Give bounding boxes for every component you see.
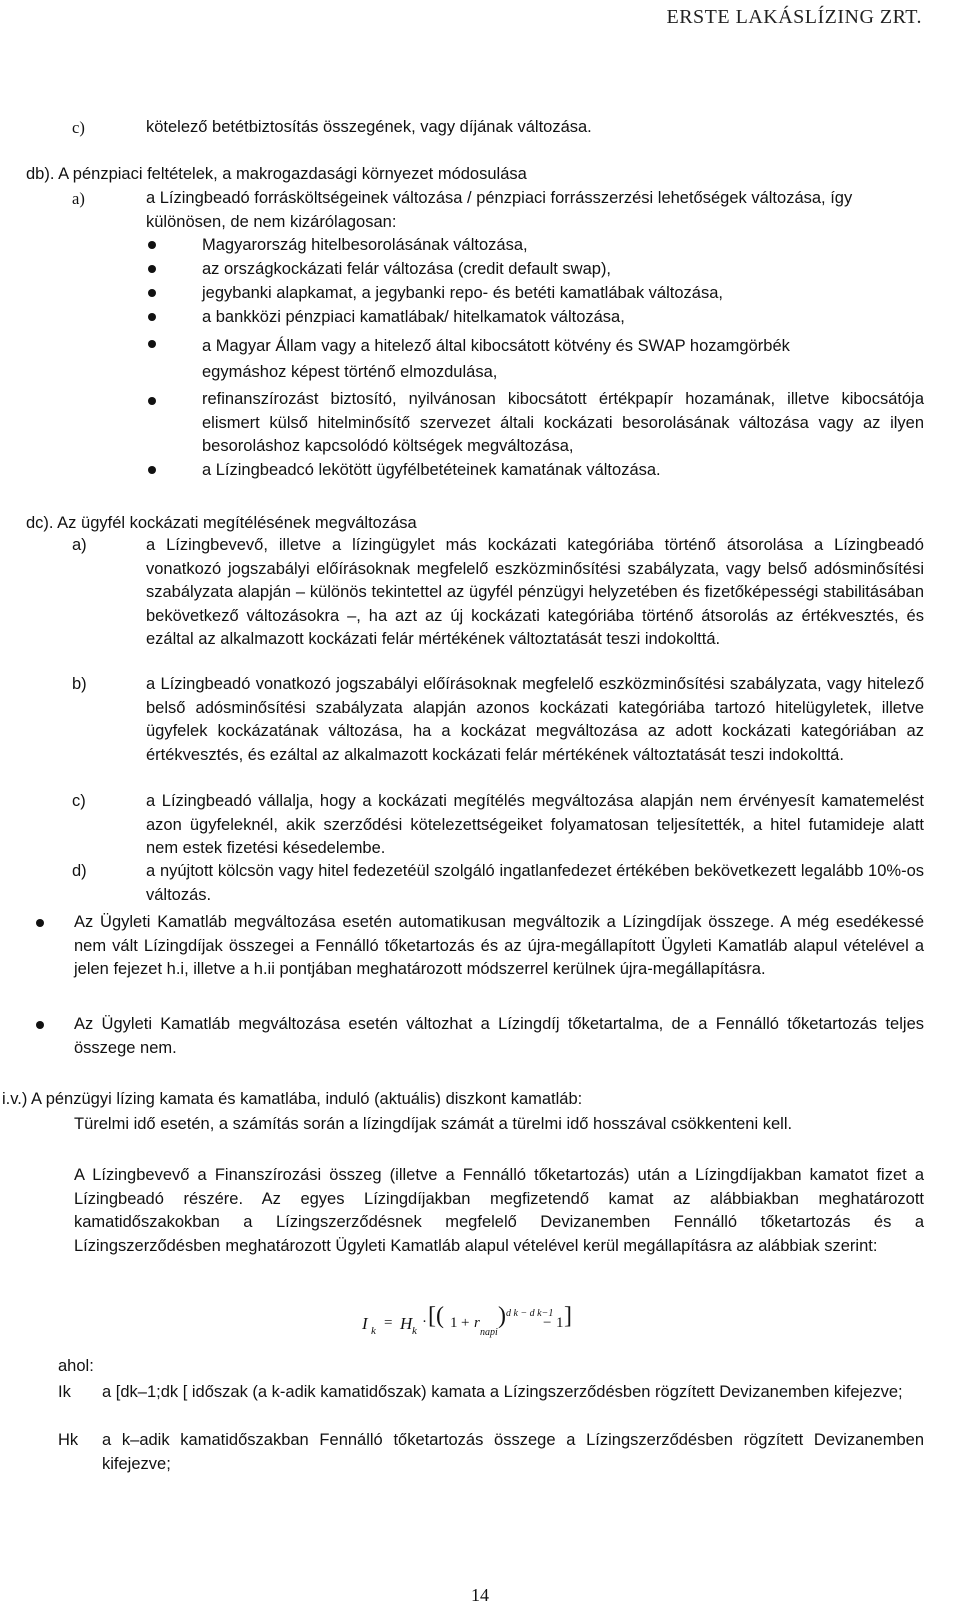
bullet-dot xyxy=(148,466,156,474)
formula-sub-k: k xyxy=(371,1325,376,1337)
iv-para2: A Lízingbevevő a Finanszírozási összeg (illetve a Fennálló tőketartozás) után a Lízingdíjakban kamatot fizet a Lízingbeadó részére. Az egyes Lízingdíjakban megfizetendő kamat az alábbiakban meghatározott kamatidőszakokban a Lízingszerződésnek megfelelő Devizanemben Fennálló tőketartozás és a Lízingszerződésben meghatározott Ügyleti Kamatláb alapul vételével kerül megállapításra az alábbiak szerint: xyxy=(74,1166,924,1255)
interest-formula xyxy=(358,1298,588,1338)
iv-para1: Türelmi idő esetén, a számítás során a lízingdíjak számát a türelmi idő hosszával csökkenteni kell. xyxy=(74,1115,793,1133)
def-text-ik: a [dk–1;dk [ időszak (a k-adik kamatidőszak) kamata a Lízingszerződésben rögzített Devizanemben kifejezve; xyxy=(102,1383,903,1401)
dc-a-text: a Lízingbevevő, illetve a lízingügylet más kockázati kategóriába történő átsorolása a Lízingbeadó vonatkozó jogszabályi előírásoknak megfelelő eszközminősítési szabályzata, vagy belső adósminősítési szabályzata alapján – különös tekintettel az ügyfél pénzügyi helyzetében és fizetőképességi stabilitásában bekövetkező változásokra –, ha azt az új kockázati kategóriába történő átsorolás az értékvesztés, és ezáltal az alkalmazott kockázati felár mértékének változtatását teszi indokolttá. xyxy=(146,536,924,648)
db-a-text: a Lízingbeadó forrásköltségeinek változása / pénzpiaci forrásszerzési lehetőségek változása, így különösen, de nem kizárólagosan: xyxy=(146,189,853,231)
formula-sub-napi: napi xyxy=(480,1327,498,1338)
dc-b-text: a Lízingbeadó vonatkozó jogszabályi előírásoknak megfelelő eszközminősítési szabályzata, vagy hitelező belső adósminősítési szabályzata alapján azonos kockázati kategóriába tartozó hitelügyletek, illetve ügyfelek kockázatának változása, ha a kockázat megváltozása az adott kockázati kategóriában az értékvesztés, és ezáltal az alkalmazott kockázati felár mértékének változtatását teszi indokolttá. xyxy=(146,675,924,764)
dc-heading: dc). Az ügyfél kockázati megítélésének megváltozása xyxy=(26,514,417,532)
def-term-hk: Hk xyxy=(58,1431,79,1449)
ahol-title: ahol: xyxy=(58,1357,94,1375)
db-bullet-4: a bankközi pénzpiaci kamatlábak/ hitelkamatok változása, xyxy=(202,308,625,326)
bullet-dot xyxy=(148,289,156,297)
bullet-dot xyxy=(36,1021,44,1029)
main-bullet-1: Az Ügyleti Kamatláb megváltozása esetén automatikusan megváltozik a Lízingdíjak összege. A még esedékessé nem vált Lízingdíjak összegei a Fennálló tőketartozás és az újra-megállapított Ügyleti Kamatláb alapul vételével a jelen fejezet h.i, illetve a h.ii pontjában meghatározott módszerrel kerülnek újra-megállapításra. xyxy=(74,913,924,978)
formula-dot: · xyxy=(422,1314,427,1330)
formula-r: r xyxy=(474,1315,480,1331)
header-company: ERSTE LAKÁSLÍZING ZRT. xyxy=(666,6,922,28)
formula-I: I xyxy=(362,1314,368,1333)
dc-d-label: d) xyxy=(72,862,87,880)
formula-eq: = xyxy=(384,1315,393,1331)
c-label: c) xyxy=(72,118,85,137)
db-bullet-5: a Magyar Állam vagy a hitelező által kibocsátott kötvény és SWAP hozamgörbék egymáshoz képest történő elmozdulása, xyxy=(202,337,790,381)
db-bullet-1: Magyarország hitelbesorolásának változása, xyxy=(202,236,528,254)
formula-one2: 1 xyxy=(556,1315,564,1331)
formula-exponent: d k − d k−1 xyxy=(506,1308,554,1319)
dc-b-label: b) xyxy=(72,675,87,693)
formula-H: H xyxy=(400,1314,413,1333)
db-bullet-6: refinanszírozást biztosító, nyilvánosan kibocsátott értékpapír hozamának, illetve kibocsátója elismert külső hitelminősítő szervezet általi kockázati besorolásának változása vagy az ilyen besoroláshoz kapcsolódó költségek megváltozása, xyxy=(202,390,924,455)
dc-c-label: c) xyxy=(72,792,86,810)
def-text-hk: a k–adik kamatidőszakban Fennálló tőketartozás összege a Lízingszerződésben rögzített Devizanemben kifejezve; xyxy=(102,1431,924,1473)
formula-close: ) xyxy=(498,1303,506,1329)
bullet-dot xyxy=(148,397,156,405)
dc-a-label: a) xyxy=(72,536,87,554)
formula-sub-k2: k xyxy=(412,1325,417,1337)
formula-plus: + xyxy=(461,1315,470,1331)
db-a-label: a) xyxy=(72,189,85,208)
dc-d-text: a nyújtott kölcsön vagy hitel fedezetéül szolgáló ingatlanfedezet értékében bekövetkezett legalább 10%-os változás. xyxy=(146,862,924,904)
formula-end: ] xyxy=(564,1303,572,1329)
db-heading: db). A pénzpiaci feltételek, a makrogazdasági környezet módosulása xyxy=(26,165,527,183)
bullet-dot xyxy=(148,265,156,273)
iv-heading: i.v.) A pénzügyi lízing kamata és kamatlába, induló (aktuális) diszkont kamatláb: xyxy=(2,1090,583,1108)
db-bullet-2: az országkockázati felár változása (credit default swap), xyxy=(202,260,612,278)
main-bullet-2: Az Ügyleti Kamatláb megváltozása esetén változhat a Lízingdíj tőketartalma, de a Fennálló tőketartozás teljes összege nem. xyxy=(74,1015,924,1057)
bullet-dot xyxy=(148,340,156,348)
page-number: 14 xyxy=(471,1585,489,1605)
db-bullet-7: a Lízingbeadcó lekötött ügyfélbetéteinek kamatának változása. xyxy=(202,461,661,479)
def-term-ik: Ik xyxy=(58,1383,71,1401)
bullet-dot xyxy=(148,313,156,321)
c-text: kötelező betétbiztosítás összegének, vagy díjának változása. xyxy=(146,118,592,136)
db-bullet-3: jegybanki alapkamat, a jegybanki repo- és betéti kamatlábak változása, xyxy=(202,284,723,302)
dc-c-text: a Lízingbeadó vállalja, hogy a kockázati megítélés megváltozása alapján nem érvényesít kamatemelést azon ügyfeleknél, akik szerződési kötelezettségeiket folyamatosan teljesítették, a hitel futamideje alatt nem estek fizetési késedelembe. xyxy=(146,792,924,857)
bullet-dot xyxy=(148,241,156,249)
formula-minus: − xyxy=(543,1315,552,1331)
bullet-dot xyxy=(36,919,44,927)
formula-one: 1 xyxy=(450,1315,458,1331)
formula-open: [( xyxy=(428,1303,444,1329)
